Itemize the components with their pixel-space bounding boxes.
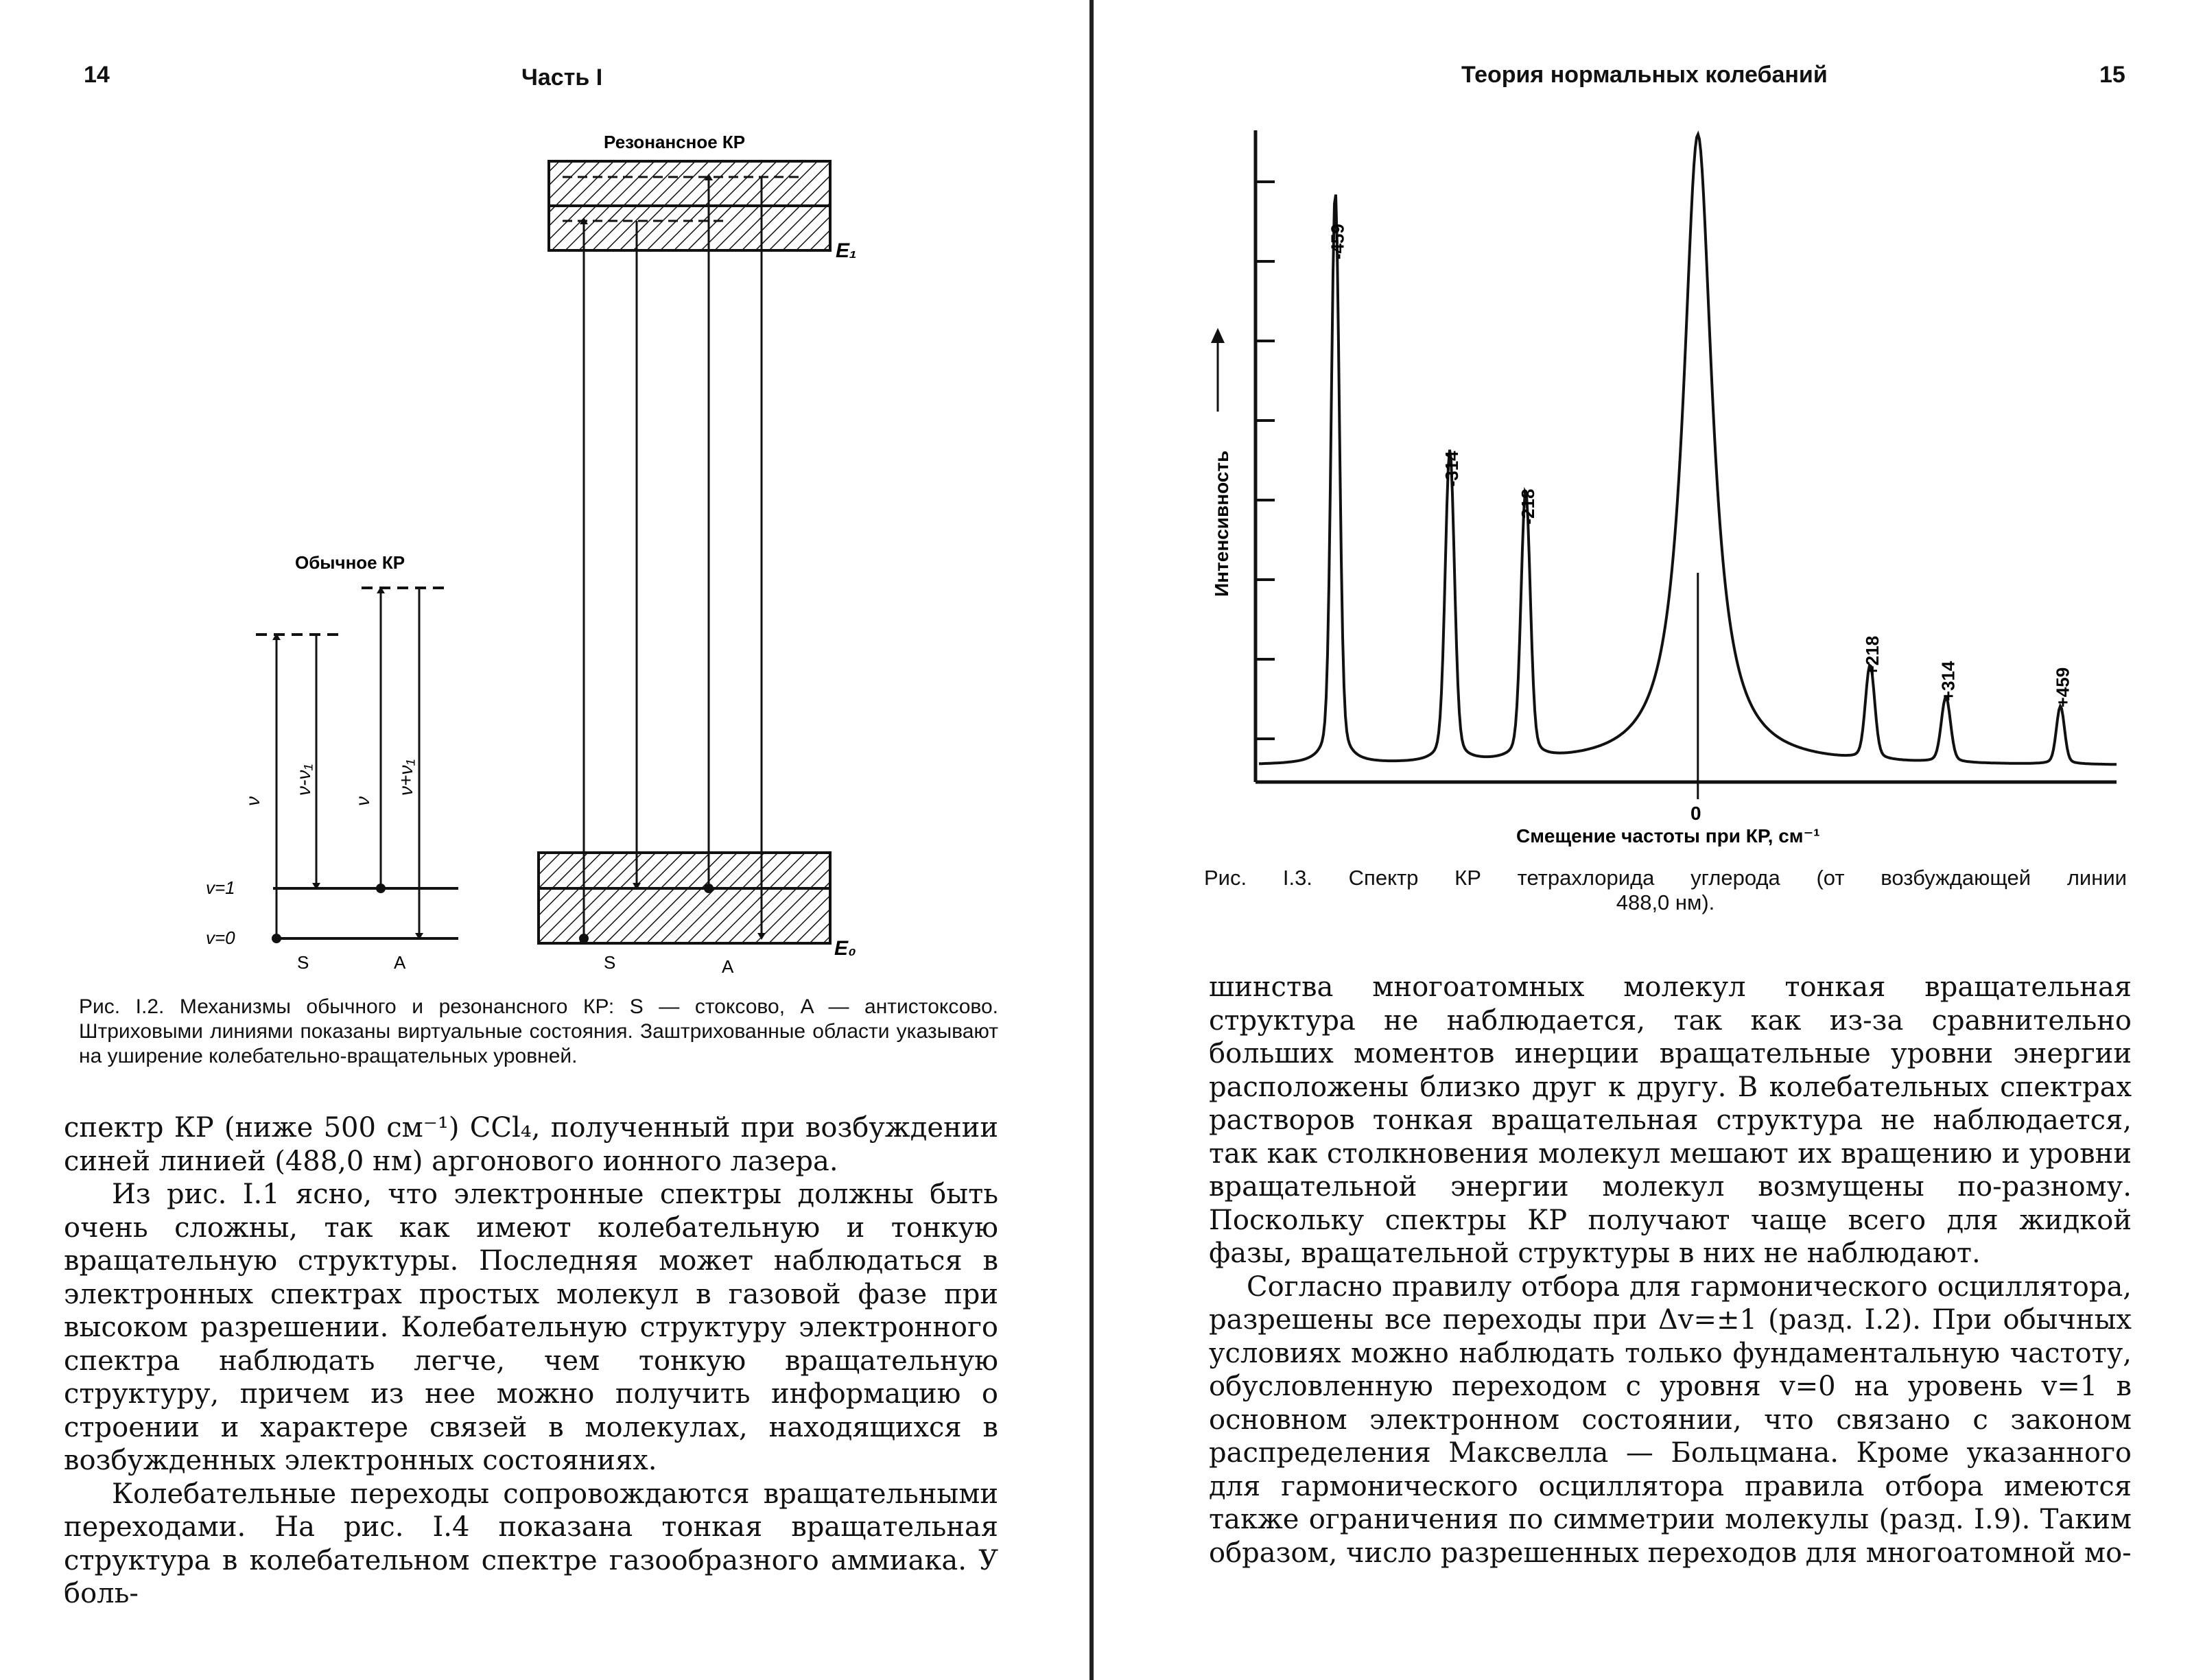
peak-label: +314 [1937,661,1959,702]
label-e0: E₀ [834,937,856,960]
hatched-band-e0 [539,853,830,943]
right-body-text [1209,971,2132,1570]
arrow-label-nu-plus: ν+ν₁ [395,759,416,796]
figure-1-3-caption-line1: Рис. I.3. Спектр КР тетрахлорида углерода (от возбуждающей линии [1204,866,2127,890]
figure-1-3-caption [1204,866,2127,915]
label-s-normal: S [297,952,309,973]
right-page-number: 15 [2099,62,2125,88]
peak-label: +459 [2052,667,2073,708]
raman-spectrum-chart [1180,117,2141,885]
peak-label: +218 [1861,635,1883,676]
arrow-label-nu-s: ν [242,796,263,806]
left-body-text [64,1111,998,1611]
normal-raman-title: Обычное КР [295,552,405,573]
y-axis-label: Интенсивность [1211,450,1232,597]
x-tick-zero: 0 [1690,803,1701,824]
peak-label: -459 [1327,224,1348,260]
peak-label: -218 [1517,488,1538,525]
peak-label: -314 [1441,451,1463,487]
resonance-raman-title: Резонансное КР [604,132,746,152]
label-a-resonance: A [722,956,734,977]
antistokes-origin-dot [376,884,386,893]
raman-mechanism-figure [206,123,878,988]
right-paragraph-1: шинства многоатомных молекул тонкая вращательная структура не наблюдается, так как из-за сравнительно больших моментов инерции вращательные уровни энергии расположены близко друг к другу. В колебательных спектрах растворов тонкая вращательная структура не наблюдается, так как столкновения молекул мешают их вращению и уровни вращательной энергии молекул возмущены по-разному. Поскольку спектры КР получают чаще всего для жидкой фазы, вращательной структуры в них не наблюдают. [1209,971,2132,1269]
figure-1-3-caption-line2: 488,0 нм). [1616,890,1715,914]
stokes-origin-dot [272,934,281,943]
right-paragraph-2: Согласно правилу отбора для гармонического осциллятора, разрешены все переходы при Δv=±1 (разд. I.2). При обычных условиях можно наблюдать только фундаментальную частоту, обусловленную переходом с уровня v=0 на уровень v=1 в основном электронном состоянии, что связано с законом распределения Максвелла — Больцмана. Кроме указанного для гармонического осциллятора правила отбора имеются также ограничения по симметрии молекулы (разд. I.9). Таким образом, число разрешенных переходов для многоатомной мо- [1209,1270,2132,1569]
label-a-normal: A [394,952,406,973]
left-paragraph-1: спектр КР (ниже 500 см⁻¹) CCl₄, полученный при возбуждении синей линией (488,0 нм) аргонового ионного лазера. [64,1112,998,1177]
arrow-label-nu-minus: ν-ν₁ [293,764,314,796]
left-paragraph-3: Колебательные переходы сопровождаются вращательными переходами. На рис. I.4 показана тонкая вращательная структура в колебательном спектре газообразного аммиака. У боль- [64,1478,998,1609]
spectrum-curve [1259,134,2117,764]
intensity-arrow-head [1211,328,1225,343]
left-paragraph-2: Из рис. I.1 ясно, что электронные спектры должны быть очень сложны, так как имеют колебательную и тонкую вращательную структуры. Последняя может наблюдаться в электронных спектрах простых молекул в газовой фазе при высоком разрешении. Колебательную структуру электронного спектра наблюдать легче, чем тонкую вращательную структуру, причем из нее можно получить информацию о строении и характере связей в молекулах, находящихся в возбужденных электронных состояниях. [64,1179,998,1476]
left-page-number: 14 [84,62,110,88]
page-gutter [1089,0,1094,1680]
left-running-head: Часть I [521,64,603,91]
level-v0-label: v=0 [206,927,235,948]
figure-1-2-caption: Рис. I.2. Механизмы обычного и резонансного КР: S — стоксово, A — антистоксово. Штриховыми линиями показаны виртуальные состояния. Заштрихованные области указывают на уширение колебательно-вращательных уровней. [79,995,998,1067]
label-e1: E₁ [836,239,857,262]
level-v1-label: v=1 [206,877,235,898]
right-running-head: Теория нормальных колебаний [1461,62,1828,88]
x-axis-label: Смещение частоты при КР, см⁻¹ [1516,825,1820,847]
label-s-resonance: S [604,952,616,973]
arrow-label-nu-a: ν [352,796,373,806]
